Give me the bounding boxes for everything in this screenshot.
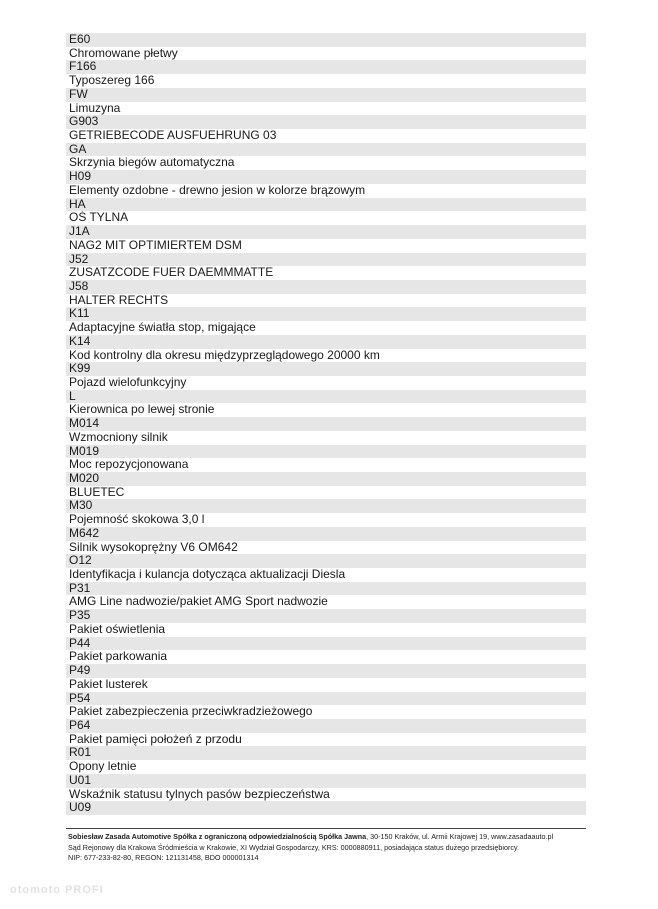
option-code: J52 (66, 253, 586, 267)
equipment-code-list (66, 33, 586, 815)
option-code: P49 (66, 664, 586, 678)
option-code: U01 (66, 774, 586, 788)
option-code: M30 (66, 499, 586, 513)
option-code: F166 (66, 60, 586, 74)
option-code: G903 (66, 115, 586, 129)
option-description: Pakiet oświetlenia (69, 622, 166, 636)
option-description: ZUSATZCODE FUER DAEMMMATTE (69, 266, 274, 280)
watermark-logo: otomoto PROFI (10, 884, 104, 896)
option-description: Pakiet parkowania (69, 650, 168, 664)
option-description: Pojemność skokowa 3,0 l (69, 513, 205, 527)
option-description: Pakiet pamięci położeń z przodu (69, 732, 242, 746)
option-description: Pakiet zabezpieczenia przeciwkradzieżowego (69, 705, 313, 719)
option-code: M642 (66, 527, 586, 541)
option-code: FW (66, 88, 586, 102)
option-code: M014 (66, 417, 586, 431)
option-description: Wzmocniony silnik (69, 430, 168, 444)
option-code: K11 (66, 307, 586, 321)
company-footer (68, 832, 586, 864)
option-code: H09 (66, 170, 586, 184)
option-code: M020 (66, 472, 586, 486)
option-code: GA (66, 143, 586, 157)
footer-line-ids: NIP: 677-233-82-80, REGON: 121131458, BDO 000001314 (68, 853, 259, 862)
option-description: Chromowane płetwy (69, 46, 178, 60)
footer-line-company (68, 832, 586, 843)
option-code: E60 (66, 33, 586, 47)
option-code: J1A (66, 225, 586, 239)
option-description: Elementy ozdobne - drewno jesion w kolorze brązowym (69, 183, 366, 197)
option-code: O12 (66, 554, 586, 568)
option-description: Skrzynia biegów automatyczna (69, 156, 235, 170)
option-code: J58 (66, 280, 586, 294)
option-code: P35 (66, 609, 586, 623)
option-code: K14 (66, 335, 586, 349)
option-description: Kod kontrolny dla okresu międzyprzeglądowego 20000 km (69, 348, 380, 362)
option-description: Adaptacyjne światła stop, migające (69, 321, 256, 335)
option-description: Moc repozycjonowana (69, 458, 189, 472)
option-description: Limuzyna (69, 101, 121, 115)
option-description: Kierownica po lewej stronie (69, 403, 215, 417)
option-code: K99 (66, 362, 586, 376)
option-description: OŚ TYLNA (69, 211, 129, 225)
option-code: M019 (66, 445, 586, 459)
option-code: P31 (66, 582, 586, 596)
option-code: L (66, 390, 586, 404)
option-code: P44 (66, 637, 586, 651)
option-description: BLUETEC (69, 485, 125, 499)
option-description: NAG2 MIT OPTIMIERTEM DSM (69, 238, 242, 252)
option-description: AMG Line nadwozie/pakiet AMG Sport nadwozie (69, 595, 328, 609)
footer-divider (66, 828, 586, 829)
option-description: Silnik wysokoprężny V6 OM642 (69, 540, 238, 554)
option-code: P64 (66, 719, 586, 733)
option-description: Wskaźnik statusu tylnych pasów bezpieczeństwa (69, 787, 330, 801)
footer-company-address: , 30-150 Kraków, ul. Armii Krajowej 19, www.zasadaauto.pl (366, 832, 554, 841)
option-description: GETRIEBECODE AUSFUEHRUNG 03 (69, 129, 277, 143)
option-description: Typoszereg 166 (69, 74, 155, 88)
option-description: Pakiet lusterek (69, 677, 148, 691)
footer-company-name: Sobiesław Zasada Automotive Spółka z ograniczoną odpowiedzialnością Spółka Jawna (68, 832, 367, 841)
option-code: R01 (66, 746, 586, 760)
option-description: Pojazd wielofunkcyjny (69, 375, 187, 389)
option-code: U09 (66, 801, 586, 815)
option-code: HA (66, 198, 586, 212)
option-description: HALTER RECHTS (69, 293, 169, 307)
option-description: Identyfikacja i kulancja dotycząca aktualizacji Diesla (69, 568, 346, 582)
option-description: Opony letnie (69, 760, 137, 774)
footer-line-court: Sąd Rejonowy dla Krakowa Śródmieścia w Krakowie, XI Wydział Gospodarczy, KRS: 0000880911, posiadająca status dużego przedsiębiorcy. (68, 842, 519, 852)
option-code: P54 (66, 692, 586, 706)
